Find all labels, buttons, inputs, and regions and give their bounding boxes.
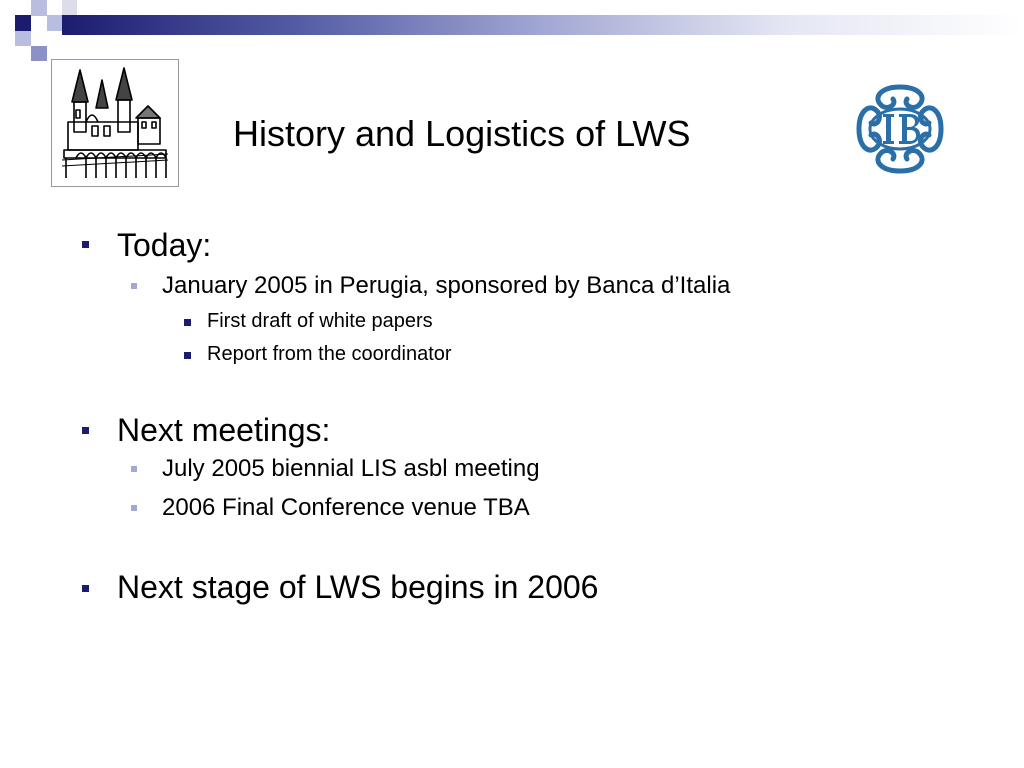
bullet-square-icon [184,352,191,359]
castle-drawing-icon [52,60,178,186]
bullet-white-papers: First draft of white papers [207,310,433,332]
title-bar-gradient [62,15,1024,35]
bullet-next-stage: Next stage of LWS begins in 2006 [117,569,599,605]
banca-italia-logo [851,79,949,179]
decor-square [62,0,77,15]
bank-monogram-icon [851,79,949,179]
bullet-square-icon [184,319,191,326]
decor-square [31,46,47,61]
bullet-next-meetings: Next meetings: [117,412,331,448]
bullet-square-icon [82,241,89,248]
bullet-final-conference: 2006 Final Conference venue TBA [162,494,530,521]
bullet-perugia: January 2005 in Perugia, sponsored by Banca d’Italia [162,272,731,299]
slide-title: History and Logistics of LWS [233,113,691,154]
decor-square [15,15,31,31]
bullet-today: Today: [117,227,212,263]
decor-square [31,0,47,16]
bullet-coordinator-report: Report from the coordinator [207,343,452,365]
bullet-square-icon [131,283,137,289]
bullet-square-icon [131,466,137,472]
bullet-square-icon [82,427,89,434]
castle-logo [51,59,179,187]
bullet-square-icon [131,505,137,511]
decor-square [15,31,31,46]
bullet-july-meeting: July 2005 biennial LIS asbl meeting [162,455,540,482]
decor-square [47,15,62,31]
bullet-square-icon [82,585,89,592]
